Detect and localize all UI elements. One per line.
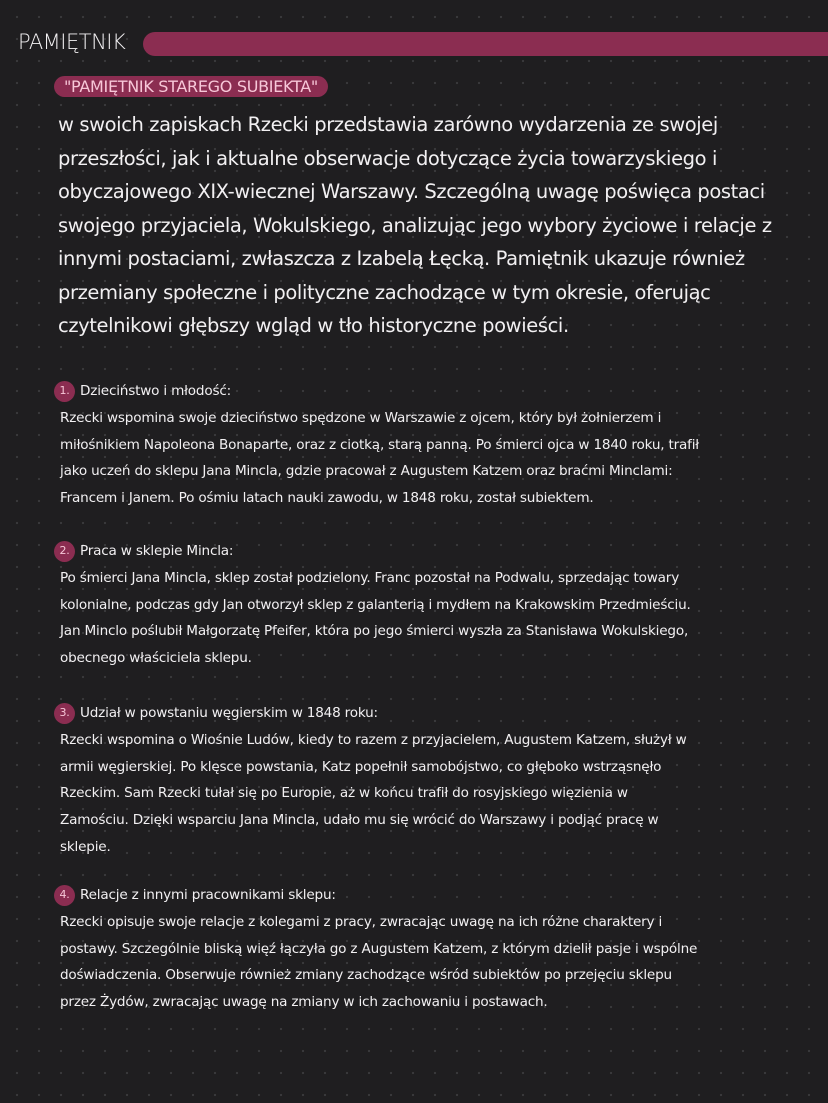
intro-line: czytelnikowi głębszy wgląd w tło historyczne powieści. xyxy=(58,314,569,337)
section-line: jako uczeń do sklepu Jana Mincla, gdzie pracował z Augustem Katzem oraz braćmi Minclami: xyxy=(60,463,673,480)
section-line: Rzecki opisuje swoje relacje z kolegami z pracy, zwracając uwagę na ich różne charaktery i xyxy=(60,913,663,930)
intro-line: swojego przyjaciela, Wokulskiego, analizując jego wybory życiowe i relacje z xyxy=(58,213,772,237)
intro-line: w swoich zapiskach Rzecki przedstawia zarówno wydarzenia ze swojej xyxy=(58,113,718,136)
section-line: sklepie. xyxy=(60,838,111,855)
section-line: postawy. Szczególnie bliską więź łączyła go z Augustem Katzem, z którym dzielił pasje i wspólne xyxy=(60,940,698,957)
section-number-badge: 1. xyxy=(54,381,75,402)
intro-line: przemiany społeczne i polityczne zachodzące w tym okresie, oferując xyxy=(58,280,711,304)
section-line: Francem i Janem. Po ośmiu latach nauki zawodu, w 1848 roku, został subiektem. xyxy=(60,490,594,507)
section-heading: Dzieciństwo i młodość: xyxy=(80,383,231,399)
section-line: Zamościu. Dzięki wsparciu Jana Mincla, udało mu się wrócić do Warszawy i podjąć pracę w xyxy=(60,812,659,829)
section-number-badge: 2. xyxy=(54,541,75,562)
section-line: Rzeckim. Sam Rzecki tułał się po Europie, aż w końcu trafił do rosyjskiego więzienia w xyxy=(60,785,628,802)
section-work xyxy=(60,538,691,672)
section-line: doświadczenia. Obserwuje również zmiany zachodzące wśród subiektów po przejęciu sklepu xyxy=(60,967,672,984)
section-heading: Relacje z innymi pracownikami sklepu: xyxy=(80,887,336,903)
intro-paragraph xyxy=(58,108,772,343)
section-number-badge: 3. xyxy=(54,703,75,724)
page-title: PAMIĘTNIK xyxy=(18,30,126,54)
intro-line: obyczajowego XIX-wiecznej Warszawy. Szczególną uwagę poświęca postaci xyxy=(58,180,765,203)
section-number-badge: 4. xyxy=(54,885,75,906)
section-relations xyxy=(60,882,697,1016)
section-line: armii węgierskiej. Po klęsce powstania, Katz popełnił samobójstwo, co głęboko wstrząsnęło xyxy=(60,758,662,775)
subtitle-badge: "PAMIĘTNIK STAREGO SUBIEKTA" xyxy=(54,76,328,97)
section-line: przez Żydów, zwracając uwagę na zmiany w ich zachowaniu i postawach. xyxy=(60,994,548,1011)
title-highlight-bar xyxy=(143,32,828,56)
intro-line: przeszłości, jak i aktualne obserwacje dotyczące życia towarzyskiego i xyxy=(58,146,717,170)
section-line: Rzecki wspomina swoje dzieciństwo spędzone w Warszawie z ojcem, który był żołnierzem i xyxy=(60,409,662,426)
section-line: Rzecki wspomina o Wiośnie Ludów, kiedy to razem z przyjacielem, Augustem Katzem, służył w xyxy=(60,731,687,748)
section-line: obecnego właściciela sklepu. xyxy=(60,650,252,667)
section-line: Jan Minclo poślubił Małgorzatę Pfeifer, która po jego śmierci wyszła za Stanisława Wokulskiego, xyxy=(60,623,689,640)
section-line: kolonialne, podczas gdy Jan otworzył sklep z galanterią i mydłem na Krakowskim Przedmieściu. xyxy=(60,596,691,613)
section-heading: Praca w sklepie Mincla: xyxy=(80,543,234,559)
intro-line: innymi postaciami, zwłaszcza z Izabelą Łęcką. Pamiętnik ukazuje również xyxy=(58,247,745,270)
section-line: Po śmierci Jana Mincla, sklep został podzielony. Franc pozostał na Podwalu, sprzedając towary xyxy=(60,569,680,586)
section-heading: Udział w powstaniu węgierskim w 1848 roku: xyxy=(80,705,378,721)
section-line: miłośnikiem Napoleona Bonaparte, oraz z ciotką, starą panną. Po śmierci ojca w 1840 roku, trafił xyxy=(60,436,699,453)
section-childhood xyxy=(60,378,699,512)
section-uprising xyxy=(60,700,687,861)
